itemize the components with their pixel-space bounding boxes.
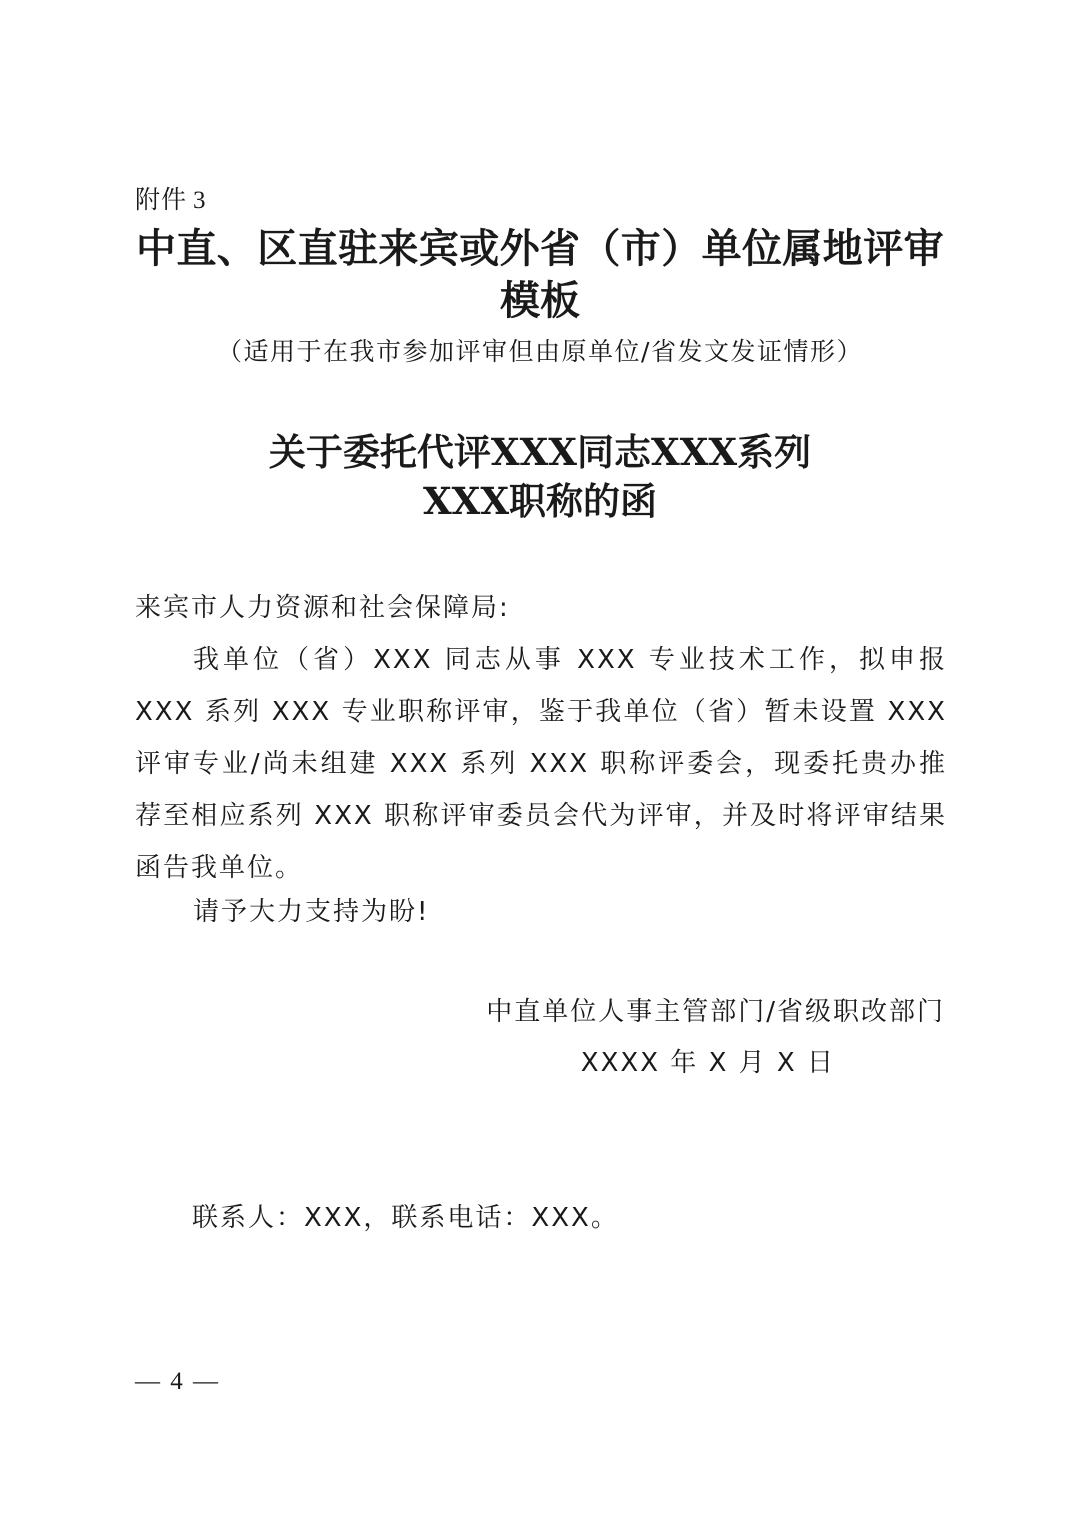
letter-date: XXXX 年 X 月 X 日 [580,1048,835,1078]
letter-title-line-1: 关于委托代评XXX同志XXX系列 [268,430,812,474]
attachment-number: 3 [193,187,207,214]
main-title-line-2: 模板 [500,277,580,324]
main-title-line-1: 中直、区直驻来宾或外省（市）单位属地评审 [136,225,944,272]
closing-paragraph: 请予大力支持为盼! [193,897,430,927]
attachment-label-text: 附件 [135,185,188,214]
page-number: — 4 — [135,1368,220,1395]
salutation: 来宾市人力资源和社会保障局: [135,593,510,623]
scope-note: （适用于在我市参加评审但由原单位/省发文发证情形） [217,337,863,366]
contact-info: 联系人：XXX，联系电话：XXX。 [192,1203,619,1233]
letter-title-line-2: XXX职称的函 [422,479,658,523]
sender-signature: 中直单位人事主管部门/省级职改部门 [486,997,945,1027]
body-paragraph: 我单位（省）XXX 同志从事 XXX 专业技术工作，拟申报 XXX 系列 XXX 专业职称评审，鉴于我单位（省）暂未设置 XXX 评审专业/尚未组建 XXX 系列 XXX 职称评委会，现委托贵办推荐至相应系列 XXX 职称评审委员会代为评审，并及时将评审结果函告我单位。 [135,645,947,883]
attachment-label [135,182,207,219]
